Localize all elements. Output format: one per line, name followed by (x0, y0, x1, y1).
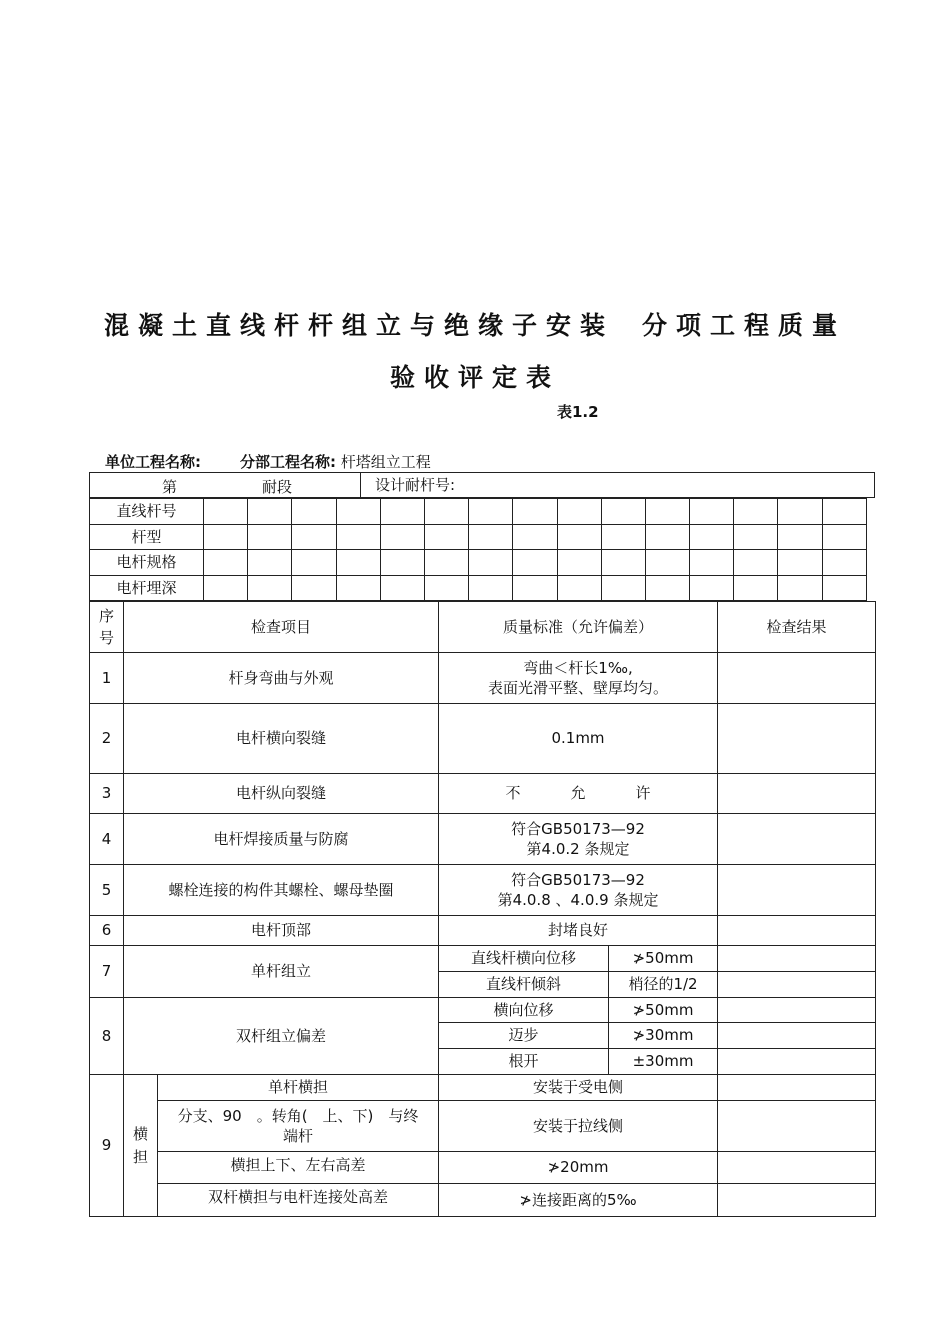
grid-cell (557, 524, 601, 550)
grid-cell (778, 575, 822, 601)
grid-cell (380, 550, 424, 576)
grid-cell (469, 550, 513, 576)
grid-cell (336, 499, 380, 525)
grid-cell (734, 524, 778, 550)
grid-cell (690, 550, 734, 576)
result-cell (718, 972, 876, 998)
grid-cell (380, 499, 424, 525)
standard-line: 符合GB50173—92 (511, 819, 645, 838)
result-cell (718, 1152, 876, 1184)
standard-line: 第4.0.2 条规定 (526, 840, 630, 858)
result-cell (718, 1101, 876, 1152)
grid-cell (204, 550, 248, 576)
grid-cell (292, 575, 336, 601)
result-cell (718, 946, 876, 972)
table-row (90, 998, 876, 1023)
sub-standard: ≯30mm (609, 1023, 718, 1049)
row-number: 2 (90, 704, 124, 774)
sub-item: 双杆横担与电杆连接处高差 (158, 1184, 439, 1217)
grid-cell (292, 550, 336, 576)
sub-standard: ≯20mm (439, 1152, 718, 1184)
grid-cell (601, 499, 645, 525)
sub-standard: ±30mm (609, 1049, 718, 1075)
sub-standard: ≯50mm (609, 946, 718, 972)
sub-standard: 梢径的1/2 (609, 972, 718, 998)
sub-item: 直线杆倾斜 (439, 972, 609, 998)
grid-cell (557, 575, 601, 601)
grid-cell (645, 524, 689, 550)
grid-cell (248, 575, 292, 601)
inspection-table (89, 601, 876, 1217)
table-row (90, 704, 876, 774)
sub-project-value: 杆塔组立工程 (340, 453, 431, 471)
table-row (90, 653, 876, 704)
grid-cell (690, 524, 734, 550)
section-cell (90, 473, 361, 498)
sub-project (240, 451, 431, 472)
result-cell (718, 704, 876, 774)
grid-cell (469, 524, 513, 550)
design-pole-label: 设计耐杆号: (361, 473, 875, 498)
grid-cell (204, 575, 248, 601)
grid-cell (424, 550, 468, 576)
result-cell (718, 998, 876, 1023)
result-cell (718, 774, 876, 814)
grid-cell (424, 524, 468, 550)
result-cell (718, 1184, 876, 1217)
sub-standard: ≯50mm (609, 998, 718, 1023)
quality-standard: 封堵良好 (439, 916, 718, 946)
grid-cell (690, 575, 734, 601)
row-number: 9 (90, 1075, 124, 1217)
result-cell (718, 653, 876, 704)
grid-cell (734, 575, 778, 601)
title-part-b: 分项工程质量 (642, 311, 847, 340)
section-di: 第 (162, 478, 178, 496)
check-item: 螺栓连接的构件其螺栓、螺母垫圈 (124, 865, 439, 916)
result-cell (718, 1075, 876, 1101)
table-row (90, 774, 876, 814)
grid-cell (380, 575, 424, 601)
row-number: 1 (90, 653, 124, 704)
grid-cell (645, 575, 689, 601)
table-row (90, 916, 876, 946)
table-number: 表1.2 (557, 403, 599, 421)
grid-cell (557, 550, 601, 576)
check-item: 电杆焊接质量与防腐 (124, 814, 439, 865)
grid-cell (469, 575, 513, 601)
table-row (90, 946, 876, 972)
grid-cell (822, 499, 866, 525)
grid-cell (336, 550, 380, 576)
grid-cell (734, 550, 778, 576)
quality-standard (439, 653, 718, 704)
title-line-2: 验收评定表 (389, 363, 560, 392)
row-number: 4 (90, 814, 124, 865)
quality-standard (439, 774, 718, 814)
grid-cell (601, 575, 645, 601)
check-item: 单杆组立 (124, 946, 439, 998)
grid-cell (822, 550, 866, 576)
quality-standard (439, 814, 718, 865)
grid-cell (336, 524, 380, 550)
grid-cell (778, 550, 822, 576)
pole-row-label: 电杆埋深 (90, 575, 204, 601)
result-cell (718, 865, 876, 916)
sub-standard: 安装于拉线侧 (439, 1101, 718, 1152)
quality-standard (439, 865, 718, 916)
table-row (90, 1152, 876, 1184)
sub-standard: 安装于受电侧 (439, 1075, 718, 1101)
row-number: 5 (90, 865, 124, 916)
result-cell (718, 1023, 876, 1049)
standard-line: 表面光滑平整、壁厚均匀。 (488, 679, 669, 697)
grid-cell (513, 524, 557, 550)
pole-grid (89, 498, 867, 601)
grid-cell (778, 524, 822, 550)
grid-cell (822, 524, 866, 550)
quality-standard: 0.1mm (439, 704, 718, 774)
table-row (90, 814, 876, 865)
sub-project-label: 分部工程名称: (240, 453, 336, 471)
standard-char: 许 (635, 784, 651, 803)
header-seq: 序号 (90, 602, 124, 653)
sub-item: 横担上下、左右高差 (158, 1152, 439, 1184)
grid-cell (469, 499, 513, 525)
header-item: 检查项目 (124, 602, 439, 653)
sub-item: 迈步 (439, 1023, 609, 1049)
grid-cell (822, 575, 866, 601)
grid-cell (513, 575, 557, 601)
title-line-1 (0, 306, 950, 342)
standard-line: 弯曲＜杆长1‰, (523, 658, 633, 677)
result-cell (718, 1049, 876, 1075)
sub-item: 直线杆横向位移 (439, 946, 609, 972)
row-number: 7 (90, 946, 124, 998)
grid-cell (204, 499, 248, 525)
grid-cell (690, 499, 734, 525)
grid-cell (645, 550, 689, 576)
grid-cell (248, 499, 292, 525)
grid-cell (778, 499, 822, 525)
grid-cell (734, 499, 778, 525)
pole-row-label: 直线杆号 (90, 499, 204, 525)
standard-char: 不 (505, 784, 521, 803)
check-item: 双杆组立偏差 (124, 998, 439, 1075)
pole-row-label: 杆型 (90, 524, 204, 550)
sub-item: 分支、90 。转角( 上、下) 与终端杆 (158, 1101, 439, 1152)
grid-cell (424, 499, 468, 525)
title-part-a: 混凝土直线杆杆组立与绝缘子安装 (103, 311, 614, 340)
grid-cell (248, 550, 292, 576)
grid-cell (204, 524, 248, 550)
group-label: 横担 (124, 1075, 158, 1217)
unit-project-label: 单位工程名称: (105, 453, 201, 471)
header-result: 检查结果 (718, 602, 876, 653)
table-row (90, 1075, 876, 1101)
grid-cell (601, 550, 645, 576)
section-naiduan: 耐段 (262, 478, 293, 496)
grid-cell (336, 575, 380, 601)
pole-row-label: 电杆规格 (90, 550, 204, 576)
row-number: 3 (90, 774, 124, 814)
result-cell (718, 814, 876, 865)
grid-cell (248, 524, 292, 550)
table-row (90, 1184, 876, 1217)
grid-cell (292, 499, 336, 525)
grid-cell (645, 499, 689, 525)
check-item: 电杆纵向裂缝 (124, 774, 439, 814)
standard-line: 第4.0.8 、4.0.9 条规定 (497, 891, 659, 909)
row-number: 8 (90, 998, 124, 1075)
check-item: 电杆顶部 (124, 916, 439, 946)
grid-cell (557, 499, 601, 525)
standard-line: 符合GB50173—92 (511, 870, 645, 889)
grid-cell (424, 575, 468, 601)
grid-cell (380, 524, 424, 550)
sub-standard: ≯连接距离的5‰ (439, 1184, 718, 1217)
sub-item: 单杆横担 (158, 1075, 439, 1101)
grid-cell (601, 524, 645, 550)
standard-char: 允 (570, 784, 586, 803)
sub-item: 根开 (439, 1049, 609, 1075)
row-number: 6 (90, 916, 124, 946)
check-item: 杆身弯曲与外观 (124, 653, 439, 704)
section-table (89, 472, 875, 498)
sub-item: 横向位移 (439, 998, 609, 1023)
grid-cell (513, 550, 557, 576)
result-cell (718, 916, 876, 946)
check-item: 电杆横向裂缝 (124, 704, 439, 774)
header-standard: 质量标准（允许偏差） (439, 602, 718, 653)
table-row (90, 1101, 876, 1152)
grid-cell (513, 499, 557, 525)
table-row (90, 865, 876, 916)
grid-cell (292, 524, 336, 550)
